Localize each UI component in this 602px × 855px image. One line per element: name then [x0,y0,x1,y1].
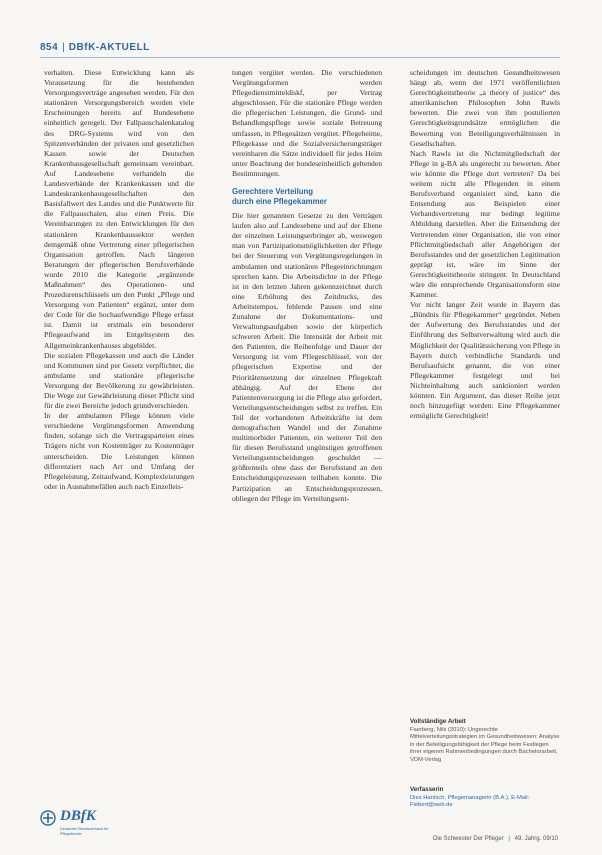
article-column-2 [232,68,382,504]
dbfk-cross-icon [40,810,56,826]
author-box-text[interactable]: Dies Hantsch, Pflegemanagerin (B.A.), E-Mail: Fiebert@web.de [410,795,530,809]
literature-box [410,718,560,764]
subheading-line-1: Gerechtere Verteilung [232,187,314,197]
author-box [410,786,560,810]
literature-box-text: Faerberg, Nils (2010): Ungerechte Mittelverteilungsstrategien im Gesundheitswesen: Analyse in der Beteiligungsfähigkeit der Pflege beim Festlegen ihrer eigenen Rahmenbedingungen durch Bachelorarbeit, VDM-Verlag [410,727,560,763]
page-header [40,40,150,54]
article-column-3 [410,68,560,421]
literature-box-title: Vollständige Arbeit [410,718,466,725]
column-1-paragraph-1: verhalten. Diese Entwicklung kann als Vorausetzung für die bestehenden Versorgungsverträge angesehen werden. Für den stationären Versorgungsbereich werden viele Erscheinungen bereits auf Bundesebene einheitlich geregelt. Der Fallpauschalenkatalog des DRG-Systems wird von den Spitzenverbänden der privaten und gesetzlichen Kassen sowie der Deutschen Krankenhausgesellschaft gemeinsam vereinbart. Auf Landesebene verhandeln die Landesverbände der Krankenkassen und die Landeskrankenhausgesellschaften den Basisfallwert des Landes und die Punktwerte für die Fallpauschalen, also einen Preis. Die Vereinbarungen zu den Entwicklungen für den stationären Krankenhaussektor werden demgemäß ohne Vertretung einer pflegerischen Organisation getroffen. Nach längeren Beratungen der pflegerischen Berufsverbände wurde 2010 die Kategorie „ergänzende Maßnahmen“ des Operationen- und Prozedurenschlüssels um den Punkt „Pflege und Versorgung von Patienten“ ergänzt, unter dem der Code für die hochaufwendige Pflege erfasst ist. Damit ist erstmals ein besonderer Pflegeaufwand im Entgeltsystem des Allgemeinkrankenhauses abgebildet. [44,68,194,350]
logo-tagline: Deutscher Berufsverband für Pflegeberufe [60,827,109,836]
article-column-1 [44,68,194,492]
column-2-paragraph-1: tungen vergütet werden. Die verschiedenen Vergütungsformen werden Pflegedienstmitteldiskf, per Vertrag abgeschlossen. Für die stationäre Pflege werden die pflegerischen Leistungen, die Grund- und Behandlungspflege sowie soziale Betreuung umfassen, in Pflegesätzen vergütet. Pflegeheime, Pflegekasse und die Sozialversicherungsträger vereinbaren die Sätze individuell für jedes Heim unter Beachtung der bundeseinheitlich geltenden Bestimmungen. [232,68,382,178]
page-footer [433,836,558,842]
footer-separator: | [508,836,510,842]
page-number: 854 [40,41,59,53]
column-3-paragraph-3: Vor nicht langer Zeit wurde in Bayern das „Bündnis für Pflegekammer“ gegründet. Neben der Aufwertung des Berufsstandes und der Einführung des Selbstverwaltung wird auch die Möglichkeit der Qualitätssicherung von Pflege in Bayern durch verbindliche Standards und Berufsaufsicht genannt, die von einer Pflegekammer festgelegt und bei Nichteinhaltung auch sanktioniert werden könnten. Ein Argument, das dieser Reihe jetzt noch hinzugefügt werden: Eine Pflegekammer ermöglicht Gerechtigkeit! [410,300,560,421]
section-subheading [232,187,382,207]
header-separator: | [62,41,65,53]
column-1-paragraph-2: Die sozialen Pflegekassen und auch die Länder und Kommunen sind per Gesetz verpflichtet, die ambulante und stationäre pflegerische Versorgung der Bevölkerung zu gewährleisten. Die Wege zur Gewährleistung dieser Pflicht sind für die zwei Bereiche jedoch grundverschieden. [44,350,194,411]
footer-journal: Die Schwester Der Pfleger [433,836,504,842]
column-1-paragraph-3: In der ambulanten Pflege können viele verschiedene Vergütungsformen Anwendung finden, solange sich die Vertragsparteien eines Trägers nicht von Kostenträger zu Kostenträger unterscheiden. Die Leistungen können differenziert nach Art und Umfang der Pflegeleistung, Zeitaufwand, Komplexleistungen oder in Ausnahmefällen auch nach Einzelleis- [44,411,194,491]
footer-volume: 49. Jahrg. 09/10 [514,836,558,842]
column-2-paragraph-2: Die hier genannten Gesetze zu den Verträgen laufen also auf Landesebene und auf der Ebene der einzelnen Leistungserbringer ab, weswegen man von Partizipationsmöglichkeiten der Pflege bei der Steuerung von Vergütungsregelungen in ambulanten und stationären Pflegeeinrichtungen sprechen kann. Die Arbeitsdichte in der Pflege ist in den letzten Jahren gekennzeichnet durch eine Erhöhung des Zeitdrucks, des Arbeitstempos, fehlende Pausen und eine Zunahme der Dokumentations- und Verwaltungsaufgaben sowie der körperlich schweren Arbeit. Die Intensität der Arbeit mit den Patienten, die Reihenfolge und Dauer der Versorgung ist vom Pflegeschlüssel, von der pflegerischen Expertise und der Prioritätensetzung der einzelnen Pflegekraft abhängig. Auf der Ebene der Patientenversorgung ist die Pflege also gefordert, Verteilungsentscheidungen selbst zu treffen. Ein Teil der vorhandenen Arbeitskräfte ist dem demografischen Wandel und der Zunahme multimorbider Patienten, ein weiterer Teil den für diesen Berufsstand ungünstigen getroffenen Verteilungsentscheidungen geschuldet — größtenteils ohne dass der Berufsstand an den Entscheidungsprozessen teilhaben konnte. Die Partizipation an Entscheidungsprozessen, obliegen der Pflege im Verteilungsent- [232,211,382,503]
column-3-paragraph-2: Nach Rawls ist die Nichtmitgliedschaft der Pflege in g-BA als ungerecht zu bewerten. Aber wie könnte die Pflege dort vertreten? Da bei weitem nicht alle Pflegenden in einem Berufsverband organisiert sind, kann die Entsendung aus Beispielen einer Verbandsvertretung nur bedingt legitime Abbildung darstellen. Aber die Entsendung der Vertretenden einer Organisation, die von einer Pflichtmitgliedschaft aller Angehörigen der Berufsstandes und der gesetzlichen Legitimation geprägt ist, wäre im Sinne der Gerechtigkeitstheorie stringent. In Deutschland wäre die entsprechende Organisationsform eine Kammer. [410,148,560,300]
header-divider [40,57,560,58]
author-box-title: Verfasserin [410,786,444,793]
column-3-paragraph-1: scheidungen im deutschen Gesundheitswesen hängt ab, wenn der 1971 veröffentlichten Gerechtigkeitstheorie „a theory of justice“ des amerikanischen Philosophen John Rawls bewerten. Die zwei von ihm postulierten Gerechtigkeitsgrundsätze ermöglichen die Bewertung von Beteiligungsverhältnissen in Gesellschaften. [410,68,560,148]
subheading-line-2: durch eine Pflegekammer [232,197,327,207]
section-title: DBfK-AKTUELL [68,41,150,53]
logo-wordmark: DBfK [60,808,96,824]
dbfk-logo [40,808,120,838]
